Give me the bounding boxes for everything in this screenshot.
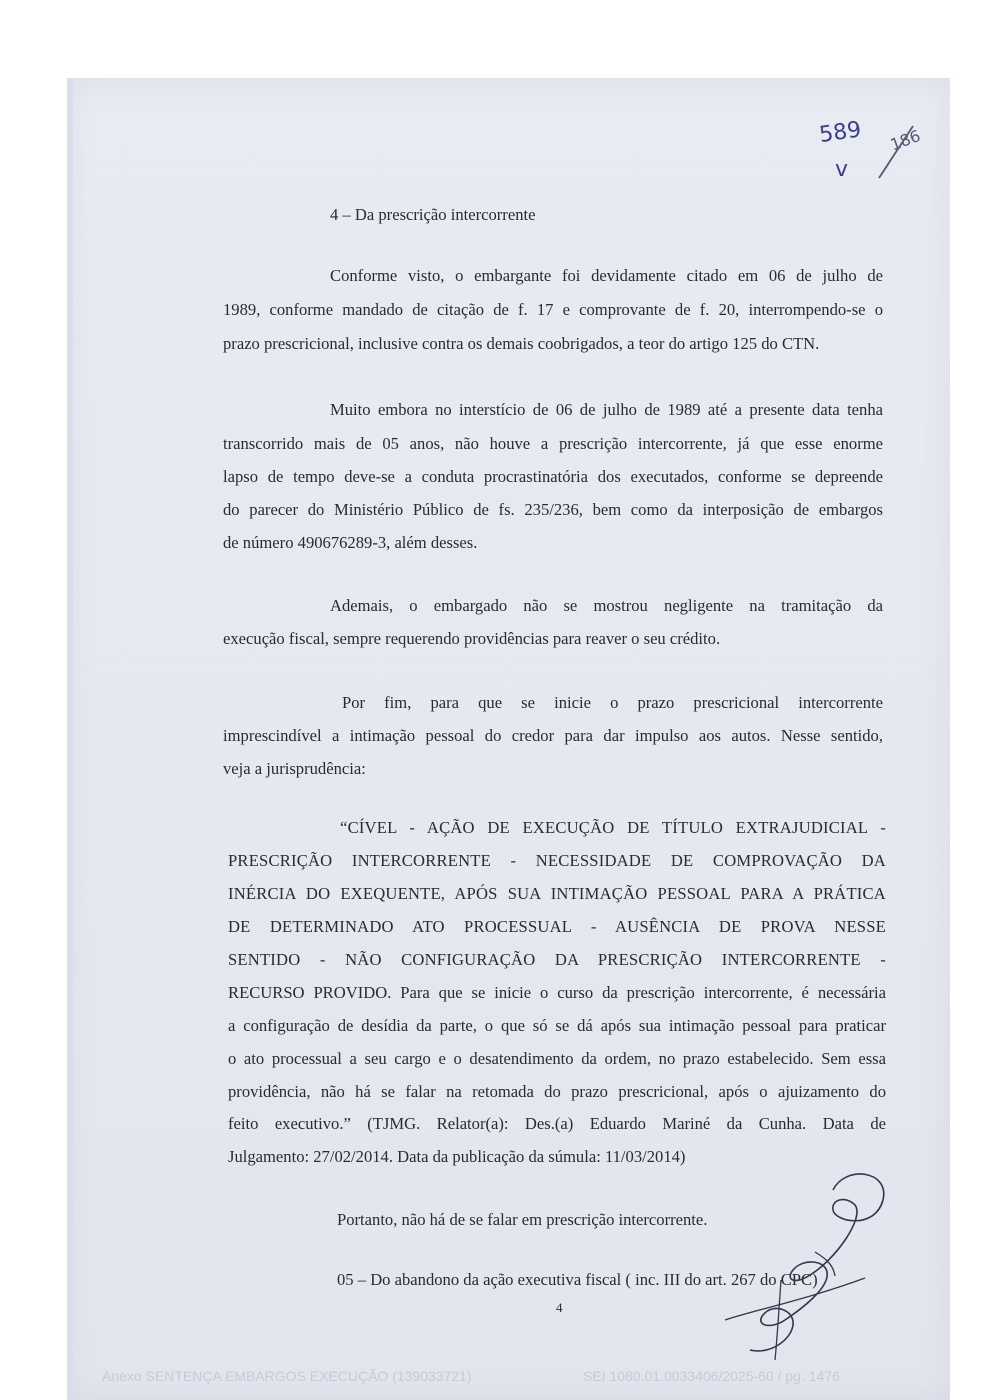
quote-line-3: INÉRCIA DO EXEQUENTE, APÓS SUA INTIMAÇÃO PESSOAL PARA A PRÁTICA — [228, 884, 886, 903]
paragraph-2-line-3: lapso de tempo deve-se a conduta procrastinatória dos executados, conforme se depreende — [223, 467, 883, 486]
quote-line-11: Julgamento: 27/02/2014. Data da publicação da súmula: 11/03/2014) — [228, 1147, 686, 1166]
handwritten-signature — [715, 1160, 900, 1375]
quote-line-4: DE DETERMINADO ATO PROCESSUAL - AUSÊNCIA DE PROVA NESSE — [228, 917, 886, 936]
quote-line-8: o ato processual a seu cargo e o desatendimento da ordem, no prazo estabelecido. Sem essa — [228, 1049, 886, 1068]
paragraph-2-line-1: Muito embora no interstício de 06 de julho de 1989 até a presente data tenha — [330, 400, 883, 419]
quote-line-1: “CÍVEL - AÇÃO DE EXECUÇÃO DE TÍTULO EXTRAJUDICIAL - — [340, 818, 886, 837]
paragraph-4-line-2: imprescindível a intimação pessoal do credor para dar impulso aos autos. Nesse sentido, — [223, 726, 883, 745]
section-heading-4: 4 – Da prescrição intercorrente — [330, 205, 536, 224]
scan-edge — [67, 78, 73, 1400]
folio-number-c: 186 — [887, 126, 923, 155]
footer-annex-label: Anexo SENTENÇA EMBARGOS EXECUÇÃO (139033721) — [102, 1368, 472, 1384]
conclusion-line: Portanto, não há de se falar em prescrição intercorrente. — [337, 1210, 708, 1229]
paragraph-1-line-2: 1989, conforme mandado de citação de f. 17 e comprovante de f. 20, interrompendo-se o — [223, 300, 883, 319]
folio-number-b: v — [835, 157, 849, 182]
quote-line-7: a configuração de desídia da parte, o que só se dá após sua intimação pessoal para praticar — [228, 1016, 886, 1035]
paragraph-4-line-1: Por fim, para que se inicie o prazo prescricional intercorrente — [342, 693, 883, 712]
paragraph-2-line-4: do parecer do Ministério Público de fs. 235/236, bem como da interposição de embargos — [223, 500, 883, 519]
page-number: 4 — [556, 1300, 563, 1315]
quote-line-10: feito executivo.” (TJMG. Relator(a): Des.(a) Eduardo Mariné da Cunha. Data de — [228, 1114, 886, 1133]
paragraph-2-line-5: de número 490676289-3, além desses. — [223, 533, 478, 552]
section-heading-5: 05 – Do abandono da ação executiva fiscal ( inc. III do art. 267 do CPC) — [337, 1270, 818, 1289]
quote-line-9: providência, não há se falar na retomada do prazo prescricional, após o ajuizamento do — [228, 1082, 886, 1101]
paragraph-1-line-1: Conforme visto, o embargante foi devidamente citado em 06 de julho de — [330, 266, 883, 285]
paragraph-3-line-2: execução fiscal, sempre requerendo providências para reaver o seu crédito. — [223, 629, 721, 648]
footer-sei-reference: SEI 1080.01.0033406/2025-60 / pg. 1476 — [583, 1368, 840, 1384]
paragraph-4-line-3: veja a jurisprudência: — [223, 759, 366, 778]
quote-line-5: SENTIDO - NÃO CONFIGURAÇÃO DA PRESCRIÇÃO INTERCORRENTE - — [228, 950, 886, 969]
folio-marks — [815, 108, 940, 188]
folio-number-a: 589 — [817, 117, 863, 149]
quote-line-2: PRESCRIÇÃO INTERCORRENTE - NECESSIDADE DE COMPROVAÇÃO DA — [228, 851, 886, 870]
quote-line-6: RECURSO PROVIDO. Para que se inicie o curso da prescrição intercorrente, é necessária — [228, 983, 886, 1002]
paragraph-1-line-3: prazo prescricional, inclusive contra os demais coobrigados, a teor do artigo 125 do CTN. — [223, 334, 820, 353]
paragraph-2-line-2: transcorrido mais de 05 anos, não houve a prescrição intercorrente, já que esse enorme — [223, 434, 883, 453]
paragraph-3-line-1: Ademais, o embargado não se mostrou negligente na tramitação da — [330, 596, 883, 615]
